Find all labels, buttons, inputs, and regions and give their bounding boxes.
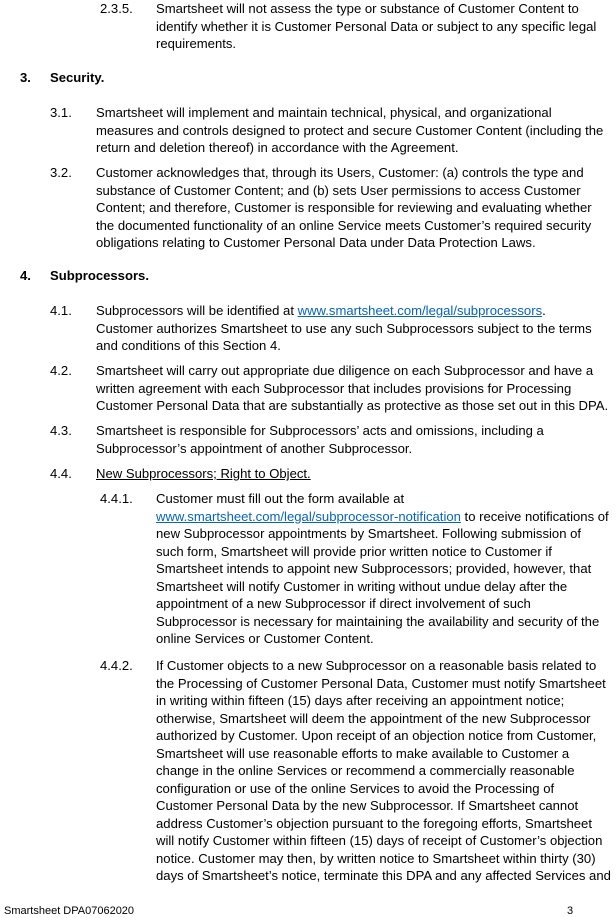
section-4-number: 4.: [20, 268, 31, 283]
subprocessors-link[interactable]: www.smartsheet.com/legal/subprocessors: [297, 303, 543, 318]
clause-number-4-2: 4.2.: [50, 363, 72, 378]
clause-3-2-text: Customer acknowledges that, through its Users, Customer: (a) controls the type and substance of Customer Content; and (b) sets User permissions to access Customer Content; and therefore, Customer is responsible for reviewing and evaluating whether the documented functionality of an online Service meets Customer’s required security obligations relating to Customer Personal Data under Data Protection Laws.: [96, 165, 592, 250]
clause-4-4-2-text: If Customer objects to a new Subprocessor on a reasonable basis related to the Processing of Customer Personal Data, Customer must notify Smartsheet in writing within fifteen (15) days after receiving an appointment notice; otherwise, Smartsheet will deem the appointment of the new Subprocessor authorized by Customer. Upon receipt of an objection notice from Customer, Smartsheet will use reasonable efforts to make available to Customer a change in the online Services or recommend a commercially reasonable configuration or use of the online Services to avoid the Processing of Customer Personal Data by the new Subprocessor. If Smartsheet cannot address Customer’s objection pursuant to the foregoing efforts, Smartsheet will notify Customer within fifteen (15) days of receipt of Customer’s objection notice. Customer may then, by written notice to Smartsheet within thirty (30) days of Smartsheet’s notice, terminate this DPA and any affected Services and: [156, 658, 611, 883]
clause-4-1-pre-link: Subprocessors will be identified at: [96, 303, 298, 318]
footer-document-id: Smartsheet DPA07062020: [4, 905, 135, 917]
section-3-number: 3.: [20, 70, 31, 85]
clause-4-1-text: [96, 302, 596, 355]
clause-3-1-text: Smartsheet will implement and maintain technical, physical, and organizational measures and controls designed to protect and secure Customer Content (including the return and deletion thereof) in accordance with the Agreement.: [96, 105, 604, 155]
clause-number-4-1: 4.1.: [50, 303, 72, 318]
clause-4-4-1-post-link: to receive notifications of new Subprocessor appointments by Smartsheet. Following submission of such form, Smartsheet will provide prior written notice to Customer if Smartsheet intends to appoint new Subprocessors; provided, however, that Smartsheet will notify Customer in writing without undue delay after the appointment of a new Subprocessor if direct involvement of such Subprocessor is necessary for maintaining the availability and security of the online Services or Customer Content.: [156, 508, 609, 646]
footer-page-number: 3: [567, 905, 574, 917]
section-4-heading: Subprocessors.: [50, 268, 149, 283]
clause-4-3-text: Smartsheet is responsible for Subprocessors’ acts and omissions, including a Subprocessor’s appointment of another Subprocessor.: [96, 423, 544, 456]
clause-4-1-post-link: . Customer authorizes Smartsheet to use any such Subprocessors subject to the terms and conditions of this Section 4.: [96, 303, 592, 353]
clause-number-3-1: 3.1.: [50, 105, 72, 120]
clause-4-2-text: Smartsheet will carry out appropriate due diligence on each Subprocessor and have a written agreement with each Subprocessor that includes provisions for Processing Customer Personal Data that are substantially as protective as those set out in this DPA.: [96, 363, 609, 413]
section-3-heading: Security.: [50, 70, 105, 85]
subprocessor-notification-link[interactable]: www.smartsheet.com/legal/subprocessor-notification: [156, 508, 461, 524]
clause-number-4-3: 4.3.: [50, 423, 72, 438]
clause-4-4-1-pre-link: Customer must fill out the form available at: [156, 491, 405, 506]
clause-number-3-2: 3.2.: [50, 165, 72, 180]
clause-number-2-3-5: 2.3.5.: [100, 1, 133, 16]
clause-number-4-4: 4.4.: [50, 466, 72, 481]
clause-2-3-5-text: Smartsheet will not assess the type or substance of Customer Content to identify whether it is Customer Personal Data or subject to any specific legal requirements.: [156, 1, 597, 51]
clause-number-4-4-1: 4.4.1.: [100, 491, 133, 506]
clause-4-4-1-text: [156, 490, 612, 648]
clause-4-4-heading: New Subprocessors; Right to Object.: [96, 466, 311, 481]
clause-number-4-4-2: 4.4.2.: [100, 658, 133, 673]
